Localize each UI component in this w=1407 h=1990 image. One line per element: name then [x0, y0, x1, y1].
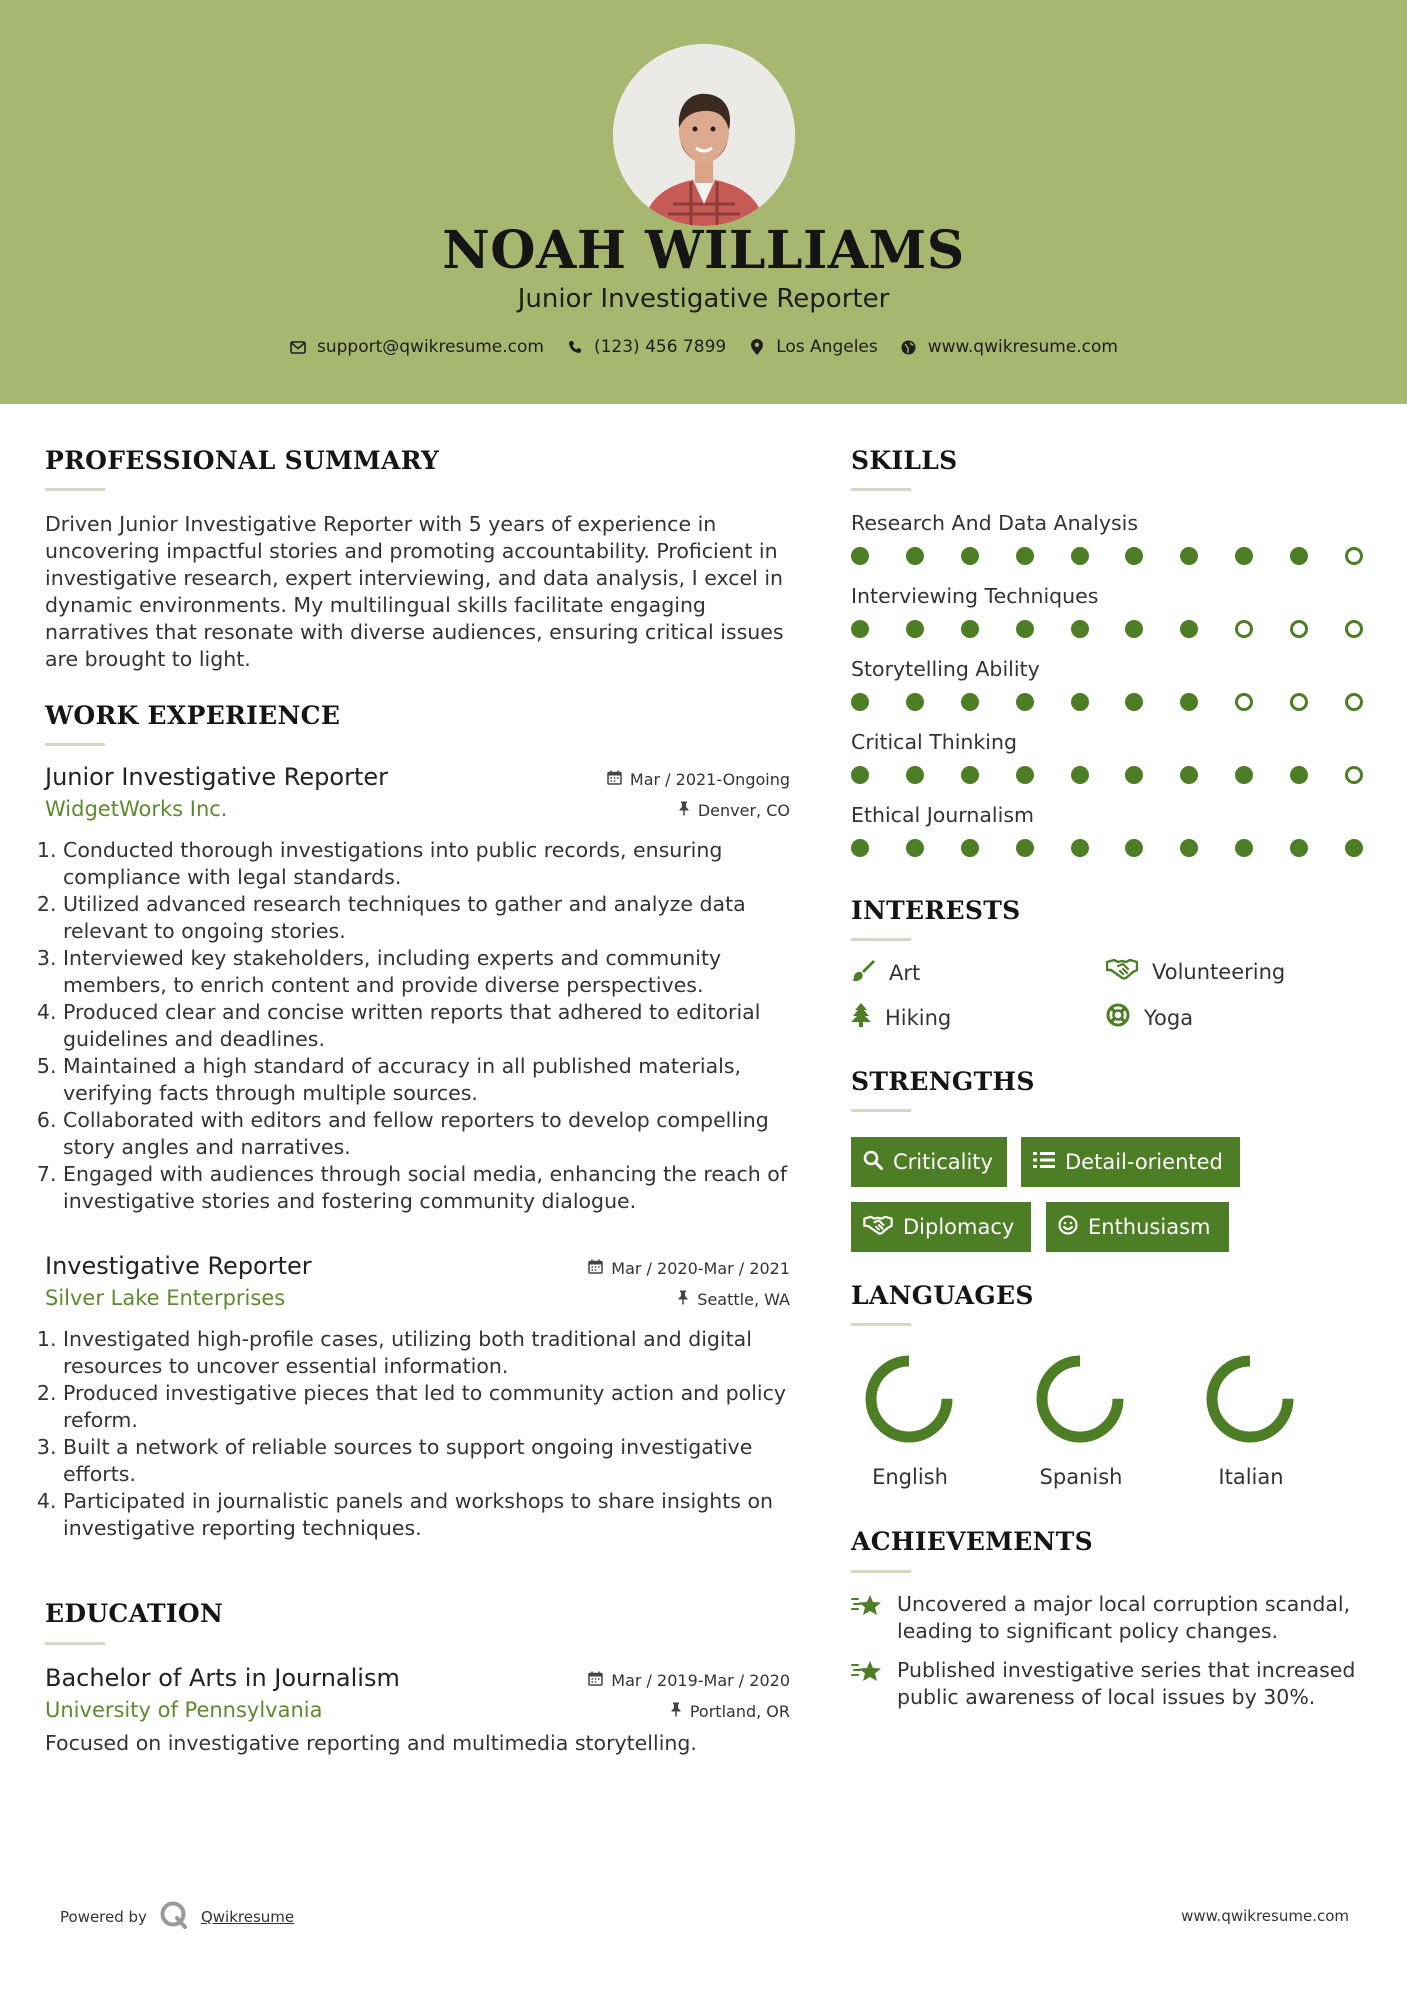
rating-dot-filled [961, 693, 979, 711]
job-role: Junior Investigative Reporter [45, 763, 388, 791]
rating-dot-empty [1290, 620, 1308, 638]
language-level-arc [1042, 1361, 1118, 1437]
education-entry [45, 1664, 790, 1757]
rating-dot-filled [906, 839, 924, 857]
candidate-title: Junior Investigative Reporter [517, 284, 890, 314]
rating-dot-filled [1071, 620, 1089, 638]
rating-dot-filled [961, 620, 979, 638]
pushpin-icon [677, 1290, 689, 1309]
skill-rating [851, 547, 1363, 565]
strength-chip: Criticality [851, 1137, 1007, 1187]
skill-rating [851, 620, 1363, 638]
phone-icon [566, 338, 584, 356]
language-ring [859, 1349, 959, 1449]
company-name: Silver Lake Enterprises [45, 1286, 286, 1310]
education-heading: EDUCATION [45, 1599, 224, 1628]
languages-divider [851, 1323, 911, 1326]
contact-bar [0, 337, 1407, 357]
contact-location-text: Los Angeles [776, 337, 878, 357]
rating-dot-filled [1235, 766, 1253, 784]
job-duties-list [45, 1326, 790, 1542]
rating-dot-filled [906, 766, 924, 784]
rating-dot-filled [1125, 547, 1143, 565]
pushpin-icon [678, 801, 690, 820]
experience-heading: WORK EXPERIENCE [45, 701, 341, 730]
experience-divider [45, 743, 105, 746]
handshake-icon [863, 1215, 893, 1240]
footer-brand-link[interactable]: Qwikresume [200, 1908, 295, 1926]
qwikresume-logo-icon [159, 1900, 189, 1934]
education-location: Portland, OR [670, 1702, 790, 1721]
language-level-arc [1212, 1361, 1288, 1437]
strengths-divider [851, 1109, 911, 1112]
job-location: Denver, CO [678, 801, 790, 820]
rating-dot-filled [1125, 620, 1143, 638]
achievements-divider [851, 1570, 911, 1573]
contact-phone-text: (123) 456 7899 [593, 337, 727, 357]
skill-name: Critical Thinking [851, 730, 1017, 754]
rating-dot-filled [1290, 766, 1308, 784]
rating-dot-filled [1016, 547, 1034, 565]
languages-heading: LANGUAGES [851, 1281, 1034, 1310]
rating-dot-filled [906, 620, 924, 638]
rating-dot-filled [1016, 620, 1034, 638]
language-name: Spanish [1039, 1465, 1123, 1489]
strengths-heading: STRENGTHS [851, 1067, 1035, 1096]
interest-item: Yoga [1106, 1003, 1193, 1032]
smile-icon [1058, 1215, 1078, 1240]
language-ring [1200, 1349, 1300, 1449]
job-location: Seattle, WA [677, 1290, 790, 1309]
star-award-icon [851, 1657, 883, 1711]
rating-dot-empty [1235, 693, 1253, 711]
contact-email[interactable] [289, 337, 544, 357]
skill-row [851, 657, 1366, 730]
rating-dot-filled [1290, 839, 1308, 857]
job-entry [45, 1252, 790, 1542]
summary-heading: PROFESSIONAL SUMMARY [45, 446, 440, 475]
list-item: 2. Utilized advanced research techniques to gather and analyze data relevant to ongoing stories. [63, 891, 790, 945]
search-icon [863, 1150, 883, 1175]
pushpin-icon [670, 1702, 682, 1721]
interests-heading: INTERESTS [851, 896, 1021, 925]
achievements-heading: ACHIEVEMENTS [851, 1527, 1093, 1556]
skill-row [851, 803, 1366, 876]
rating-dot-filled [1016, 693, 1034, 711]
paintbrush-icon [851, 958, 875, 987]
skill-name: Interviewing Techniques [851, 584, 1099, 608]
star-award-icon [851, 1591, 883, 1645]
rating-dot-filled [1180, 547, 1198, 565]
list-item: 4. Participated in journalistic panels and workshops to share insights on investigative reporting techniques. [63, 1488, 790, 1542]
strength-chip: Enthusiasm [1046, 1202, 1229, 1252]
skill-row [851, 584, 1366, 657]
calendar-icon [588, 1671, 603, 1690]
strength-chip: Diplomacy [851, 1202, 1031, 1252]
rating-dot-filled [961, 766, 979, 784]
rating-dot-filled [1125, 839, 1143, 857]
rating-dot-filled [851, 766, 869, 784]
rating-dot-filled [851, 839, 869, 857]
tree-icon [851, 1003, 871, 1032]
rating-dot-filled [1071, 839, 1089, 857]
list-item: 3. Interviewed key stakeholders, including experts and community members, to enrich content and provide diverse perspectives. [63, 945, 790, 999]
interests-divider [851, 938, 911, 941]
rating-dot-empty [1345, 547, 1363, 565]
rating-dot-filled [906, 693, 924, 711]
job-entry [45, 763, 790, 1215]
company-name: WidgetWorks Inc. [45, 797, 228, 821]
rating-dot-filled [1180, 693, 1198, 711]
rating-dot-empty [1345, 620, 1363, 638]
skill-row [851, 730, 1366, 803]
skill-name: Research And Data Analysis [851, 511, 1139, 535]
rating-dot-filled [1180, 839, 1198, 857]
handshake-icon [1106, 958, 1138, 985]
job-role: Investigative Reporter [45, 1252, 312, 1280]
map-pin-icon [748, 338, 766, 356]
list-item: 4. Produced clear and concise written reports that adhered to editorial guidelines and deadlines. [63, 999, 790, 1053]
rating-dot-filled [851, 693, 869, 711]
job-dates: Mar / 2021-Ongoing [607, 770, 790, 789]
skill-name: Ethical Journalism [851, 803, 1034, 827]
rating-dot-filled [851, 547, 869, 565]
rating-dot-empty [1345, 693, 1363, 711]
rating-dot-filled [961, 547, 979, 565]
interest-item: Volunteering [1106, 958, 1285, 985]
strength-chip: Detail-oriented [1021, 1137, 1240, 1187]
envelope-icon [289, 338, 307, 356]
contact-location [748, 337, 878, 357]
rating-dot-filled [1125, 693, 1143, 711]
profile-photo [613, 44, 795, 226]
language-name: English [872, 1465, 948, 1489]
skills-heading: SKILLS [851, 446, 958, 475]
language-ring [1030, 1349, 1130, 1449]
education-description: Focused on investigative reporting and multimedia storytelling. [45, 1731, 697, 1755]
skills-divider [851, 488, 911, 491]
contact-email-text: support@qwikresume.com [317, 337, 544, 357]
rating-dot-filled [1071, 547, 1089, 565]
achievement-item: Published investigative series that increased public awareness of local issues by 30%. [851, 1657, 1366, 1711]
rating-dot-filled [1071, 766, 1089, 784]
interest-item: Hiking [851, 1003, 951, 1032]
rating-dot-filled [1290, 547, 1308, 565]
degree-name: Bachelor of Arts in Journalism [45, 1664, 400, 1692]
candidate-name: NOAH WILLIAMS [442, 220, 965, 281]
rating-dot-filled [851, 620, 869, 638]
summary-text: Driven Junior Investigative Reporter with 5 years of experience in uncovering impactful stories and promoting accountability. Proficient in investigative research, expert interviewing, and data analysis, I excel in dynamic environments. My multilingual skills facilitate engaging narratives that resonate with diverse audiences, ensuring critical issues are brought to light. [45, 512, 784, 671]
rating-dot-filled [1071, 693, 1089, 711]
rating-dot-filled [906, 547, 924, 565]
skill-rating [851, 766, 1363, 784]
job-duties-list [45, 837, 790, 1215]
contact-phone[interactable] [566, 337, 726, 357]
rating-dot-filled [1016, 839, 1034, 857]
achievement-item: Uncovered a major local corruption scandal, leading to significant policy changes. [851, 1591, 1366, 1645]
rating-dot-empty [1235, 620, 1253, 638]
globe-icon [900, 338, 918, 356]
rating-dot-empty [1345, 766, 1363, 784]
calendar-icon [607, 770, 622, 789]
lifebuoy-icon [1106, 1003, 1130, 1032]
summary-divider [45, 488, 105, 491]
calendar-icon [588, 1259, 603, 1278]
list-item: 5. Maintained a high standard of accuracy in all published materials, verifying facts through multiple sources. [63, 1053, 790, 1107]
contact-website-text: www.qwikresume.com [927, 337, 1118, 357]
skill-rating [851, 839, 1363, 857]
list-item: 7. Engaged with audiences through social media, enhancing the reach of investigative stories and fostering community dialogue. [63, 1161, 790, 1215]
contact-website[interactable] [900, 337, 1118, 357]
list-item: 3. Built a network of reliable sources to support ongoing investigative efforts. [63, 1434, 790, 1488]
rating-dot-filled [1180, 766, 1198, 784]
rating-dot-filled [1235, 547, 1253, 565]
list-item: 6. Collaborated with editors and fellow reporters to develop compelling story angles and narratives. [63, 1107, 790, 1161]
rating-dot-filled [961, 839, 979, 857]
job-dates: Mar / 2020-Mar / 2021 [588, 1259, 790, 1278]
list-item: 2. Produced investigative pieces that led to community action and policy reform. [63, 1380, 790, 1434]
rating-dot-filled [1180, 620, 1198, 638]
footer-powered-by: Powered by Qwikresume [60, 1900, 294, 1934]
skill-name: Storytelling Ability [851, 657, 1040, 681]
education-divider [45, 1642, 105, 1645]
skills-list [851, 511, 1366, 876]
footer-url[interactable]: www.qwikresume.com [1181, 1907, 1349, 1925]
resume-header [0, 0, 1407, 404]
school-name: University of Pennsylvania [45, 1698, 323, 1722]
list-item: 1. Conducted thorough investigations into public records, ensuring compliance with legal standards. [63, 837, 790, 891]
language-name: Italian [1218, 1465, 1284, 1489]
list-icon [1033, 1150, 1055, 1174]
education-dates: Mar / 2019-Mar / 2020 [588, 1671, 790, 1690]
rating-dot-filled [1016, 766, 1034, 784]
rating-dot-filled [1125, 766, 1143, 784]
language-level-arc [871, 1361, 947, 1437]
rating-dot-filled [1345, 839, 1363, 857]
rating-dot-empty [1290, 693, 1308, 711]
skill-rating [851, 693, 1363, 711]
skill-row [851, 511, 1366, 584]
rating-dot-filled [1235, 839, 1253, 857]
interest-item: Art [851, 958, 920, 987]
list-item: 1. Investigated high-profile cases, utilizing both traditional and digital resources to uncover essential information. [63, 1326, 790, 1380]
